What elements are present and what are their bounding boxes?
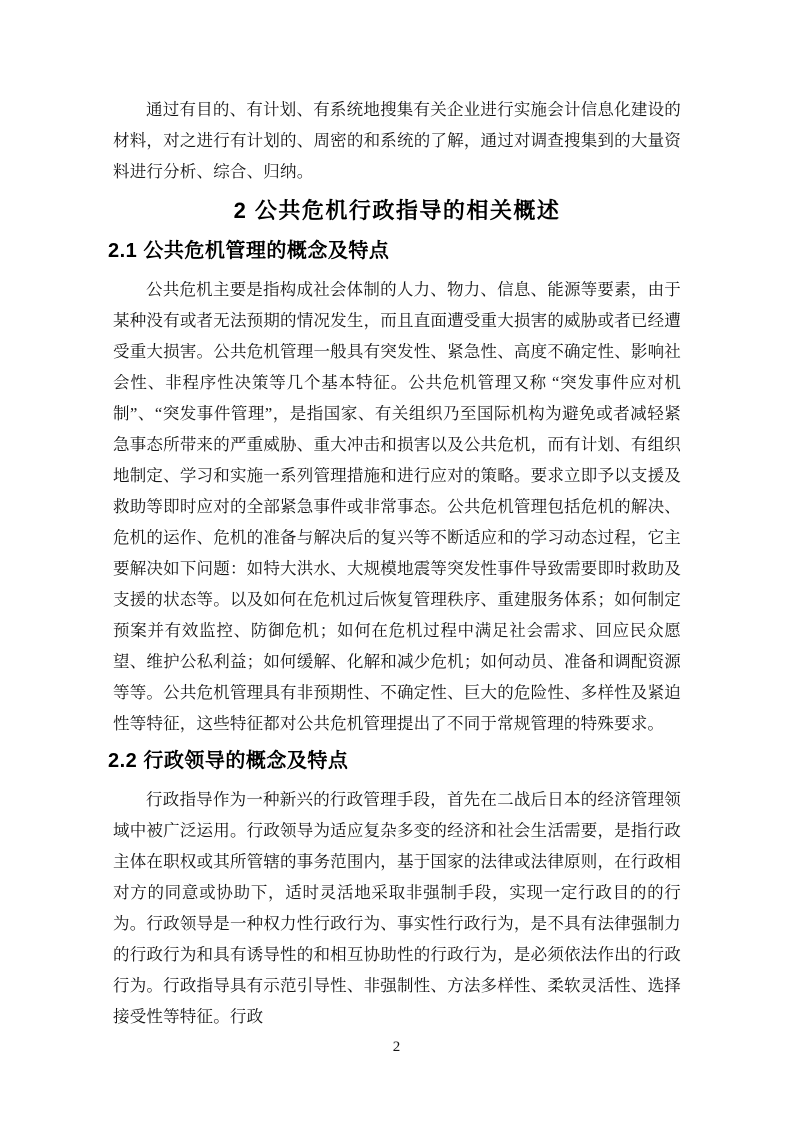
chapter-heading: 2 公共危机行政指导的相关概述 [233, 198, 561, 223]
intro-paragraph: 通过有目的、有计划、有系统地搜集有关企业进行实施会计信息化建设的材料，对之进行有计划的、周密的和系统的了解，通过对调查搜集到的大量资料进行分析、综合、归纳。 [113, 100, 681, 181]
section-heading-2-2: 2.2 行政领导的概念及特点 [108, 750, 349, 772]
page-number: 2 [392, 1039, 401, 1055]
section-2-1-paragraph: 公共危机主要是指构成社会体制的人力、物力、信息、能源等要素，由于某种没有或者无法预期的情况发生，而且直面遭受重大损害的威胁或者已经遭受重大损害。公共危机管理一般具有突发性、紧急性、高度不确定性、影响社会性、非程序性决策等几个基本特征。公共危机管理又称 “突发事件应对机制”、“突发事件管理”，是指国家、有关组织乃至国际机构为避免或者减轻紧急事态所带来的严重威胁、重大冲击和损害以及公共危机，而有计划、有组织地制定、学习和实施一系列管理措施和进行应对的策略。要求立即予以支援及救助等即时应对的全部紧急事件或非常事态。公共危机管理包括危机的解决、危机的运作、危机的准备与解决后的复兴等不断适应和的学习动态过程，它主要解决如下问题：如特大洪水、大规模地震等突发性事件导致需要即时救助及支援的状态等。以及如何在危机过后恢复管理秩序、重建服务体系；如何制定预案并有效监控、防御危机；如何在危机过程中满足社会需求、回应民众愿望、维护公私利益；如何缓解、化解和减少危机；如何动员、准备和调配资源等等。公共危机管理具有非预期性、不确定性、巨大的危险性、多样性及紧迫性等特征，这些特征都对公共危机管理提出了不同于常规管理的特殊要求。 [113, 280, 681, 733]
section-2-2-paragraph: 行政指导作为一种新兴的行政管理手段，首先在二战后日本的经济管理领域中被广泛运用。行政领导为适应复杂多变的经济和社会生活需要，是指行政主体在职权或其所管辖的事务范围内，基于国家的法律或法律原则，在行政相对方的同意或协助下，适时灵活地采取非强制手段，实现一定行政目的的行为。行政领导是一种权力性行政行为、事实性行政行为，是不具有法律强制力的行政行为和具有诱导性的和相互协助性的行政行为，是必须依法作出的行政行为。行政指导具有示范引导性、非强制性、方法多样性、柔软灵活性、选择接受性等特征。行政 [113, 790, 681, 1026]
section-heading-2-1: 2.1 公共危机管理的概念及特点 [108, 240, 390, 262]
